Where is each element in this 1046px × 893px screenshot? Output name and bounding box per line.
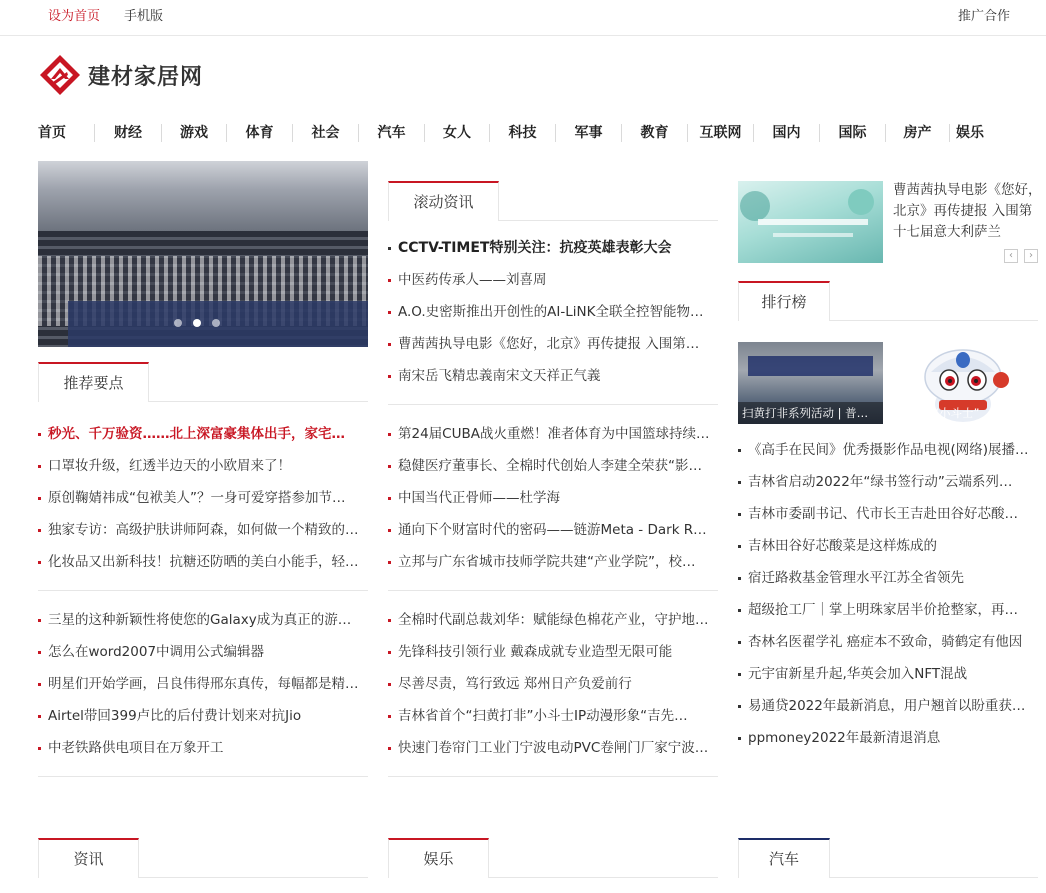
list-item[interactable]: 化妆品又出新科技！抗糖还防晒的美白小能手，轻… (38, 546, 368, 578)
auto-header (738, 838, 1038, 878)
list-item[interactable]: 原创鞠婧祎成“包袱美人”？一身可爱穿搭参加节… (38, 482, 368, 514)
list-item[interactable]: 秒光、千万验资……北上深富豪集体出手，家宅… (38, 418, 368, 450)
side-slider-arrows (1004, 249, 1038, 263)
list-item[interactable]: 尽善尽责，笃行致远 郑州日产负爱前行 (388, 668, 718, 700)
list-item[interactable]: Airtel带回399卢比的后付费计划来对抗Jio (38, 700, 368, 732)
thumb-decoration (758, 219, 868, 225)
news-header (38, 838, 368, 878)
logo-diamond-icon (38, 53, 82, 97)
list-item[interactable]: 全棉时代副总裁刘华：赋能绿色棉花产业，守护地… (388, 604, 718, 636)
nav-item[interactable]: 军事 (574, 125, 603, 141)
divider (38, 590, 368, 591)
ranking-photo-2-caption: “小斗士” (933, 406, 980, 420)
recommend-list (38, 418, 368, 578)
list-item[interactable]: A.O.史密斯推出开创性的AI-LiNK全联全控智能物… (388, 296, 718, 328)
top-bar (0, 0, 1046, 36)
list-item[interactable]: 易通贷2022年最新消息，用户翘首以盼重获… (738, 690, 1038, 722)
list-item[interactable]: 吉林市委副书记、代市长王吉赴田谷好芯酸… (738, 498, 1038, 530)
nav-item[interactable]: 体育 (245, 125, 274, 141)
nav-item[interactable]: 国内 (772, 125, 801, 141)
recommend-header (38, 362, 368, 402)
list-item[interactable]: 南宋岳飞精忠義南宋文天祥正气義 (388, 360, 718, 392)
set-home-link[interactable]: 设为首页 (48, 9, 101, 24)
list-item[interactable]: 超级抢工厂｜掌上明珠家居半价抢整家，再… (738, 594, 1038, 626)
thumb-decoration (773, 233, 853, 237)
mobile-link[interactable]: 手机版 (124, 9, 164, 24)
list-item[interactable]: 立邦与广东省城市技师学院共建“产业学院”，校… (388, 546, 718, 578)
bottom-tab-news[interactable]: 资讯 (38, 838, 139, 878)
list-item[interactable]: 通向下个财富时代的密码——链游Meta - Dark R… (388, 514, 718, 546)
scrolling-list-2 (388, 418, 718, 578)
thumb-decoration (740, 191, 770, 221)
list-item[interactable]: 明星们开始学画，吕良伟得邢东真传，每幅都是精… (38, 668, 368, 700)
ranking-header (738, 281, 1038, 321)
scrolling-headline[interactable]: CCTV-TIMET特别关注：抗疫英雄表彰大会 (388, 232, 718, 264)
list-item[interactable]: 怎么在word2007中调用公式编辑器 (38, 636, 368, 668)
slide-dot[interactable] (174, 319, 182, 327)
side-top-thumbnail[interactable] (738, 181, 883, 263)
list-item[interactable]: 三星的这种新颖性将使您的Galaxy成为真正的游… (38, 604, 368, 636)
list-item[interactable]: 杏林名医翟学礼 癌症本不致命，骑鹤定有他因 (738, 626, 1038, 658)
nav-item[interactable]: 房产 (903, 125, 932, 141)
scrolling-list (388, 264, 718, 392)
ranking-photo-1-caption: 扫黄打非系列活动 | 普… (738, 402, 883, 424)
divider (38, 776, 368, 777)
nav-item[interactable]: 教育 (640, 125, 669, 141)
nav-item[interactable]: 财经 (114, 125, 142, 141)
list-item[interactable]: 快速门卷帘门工业门宁波电动PVC卷闸门厂家宁波… (388, 732, 718, 764)
nav-item[interactable]: 女人 (443, 125, 471, 141)
nav-item[interactable]: 科技 (508, 125, 537, 141)
site-logo[interactable] (38, 52, 203, 98)
photo-banner (748, 356, 873, 376)
divider (388, 776, 718, 777)
list-item[interactable]: 稳健医疗董事长、全棉时代创始人李建全荣获“影… (388, 450, 718, 482)
ranking-list (738, 434, 1038, 754)
recommend-list-2 (38, 604, 368, 764)
list-item[interactable]: 元宇宙新星升起,华英会加入NFT混战 (738, 658, 1038, 690)
nav-item[interactable]: 首页 (38, 125, 66, 141)
list-item[interactable]: 口罩妆升级，红透半边天的小欧眉来了！ (38, 450, 368, 482)
ent-header (388, 838, 718, 878)
hero-image-stage (38, 161, 368, 231)
nav-item[interactable]: 游戏 (180, 125, 208, 141)
list-item[interactable]: 中老铁路供电项目在万象开工 (38, 732, 368, 764)
list-item[interactable]: 吉林省首个“扫黄打非”小斗士IP动漫形象“吉先… (388, 700, 718, 732)
bottom-tab-auto[interactable]: 汽车 (738, 838, 830, 878)
slide-dot[interactable] (212, 319, 220, 327)
promo-link[interactable]: 推广合作 (957, 9, 1010, 24)
divider (388, 404, 718, 405)
list-item[interactable]: 第24届CUBA战火重燃！准者体育为中国篮球持续… (388, 418, 718, 450)
list-item[interactable]: ppmoney2022年最新清退消息 (738, 722, 1038, 754)
nav-item[interactable]: 社会 (311, 125, 340, 141)
list-item[interactable]: 宿迁路救基金管理水平江苏全省领先 (738, 562, 1038, 594)
ranking-tab[interactable]: 排行榜 (738, 281, 830, 321)
nav-item[interactable]: 互联网 (699, 125, 742, 141)
next-arrow-icon[interactable]: › (1024, 249, 1038, 263)
list-item[interactable]: 吉林田谷好芯酸菜是这样炼成的 (738, 530, 1038, 562)
ranking-photo-2[interactable] (893, 342, 1038, 424)
ranking-photo-1[interactable] (738, 342, 883, 424)
prev-arrow-icon[interactable]: ‹ (1004, 249, 1018, 263)
list-item[interactable]: 《高手在民间》优秀摄影作品电视(网络)展播… (738, 434, 1038, 466)
hero-slideshow[interactable] (38, 161, 368, 347)
bottom-tab-entertainment[interactable]: 娱乐 (388, 838, 489, 878)
nav-item[interactable]: 国际 (838, 125, 867, 141)
logo-text: 建材家居网 (88, 63, 204, 90)
recommend-tab[interactable]: 推荐要点 (38, 362, 149, 402)
scrolling-headline-list (388, 232, 718, 264)
nav-item[interactable]: 娱乐 (956, 125, 984, 141)
list-item[interactable]: 中国当代正骨师——杜学海 (388, 482, 718, 514)
side-top-text[interactable]: 曹茜茜执导电影《您好，北京》再传捷报 入围第十七届意大利萨兰 (893, 182, 1042, 240)
list-item[interactable]: 吉林省启动2022年“绿书签行动”云端系列… (738, 466, 1038, 498)
thumb-decoration (848, 189, 874, 215)
slide-dot[interactable] (193, 319, 201, 327)
main-nav (38, 118, 990, 148)
nav-item[interactable]: 汽车 (377, 125, 406, 141)
scrolling-list-3 (388, 604, 718, 764)
list-item[interactable]: 曹茜茜执导电影《您好，北京》再传捷报 入围第… (388, 328, 718, 360)
scrolling-tab[interactable]: 滚动资讯 (388, 181, 499, 221)
list-item[interactable]: 独家专访：高级护肤讲师阿森，如何做一个精致的… (38, 514, 368, 546)
slide-dots (174, 319, 220, 327)
scrolling-header (388, 181, 718, 221)
list-item[interactable]: 先锋科技引领行业 戴森成就专业造型无限可能 (388, 636, 718, 668)
list-item[interactable]: 中医药传承人——刘喜周 (388, 264, 718, 296)
divider (388, 590, 718, 591)
